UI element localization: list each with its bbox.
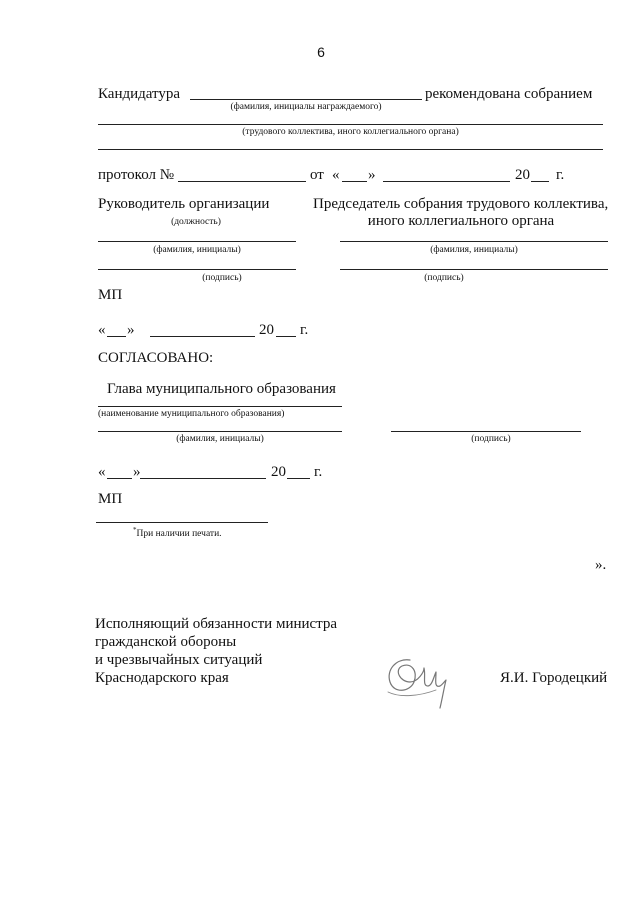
municipality-caption: (наименование муниципального образования)	[98, 409, 285, 419]
signer-line1: Исполняющий обязанности министра	[95, 616, 338, 632]
left-title: Руководитель организации	[98, 196, 270, 212]
right-title-line1: Председатель собрания трудового коллектива,	[313, 196, 609, 212]
date1-quote-close: »	[127, 322, 135, 338]
recommended-text: рекомендована собранием	[425, 86, 593, 102]
protocol-year-prefix: 20	[515, 167, 530, 183]
protocol-year-line	[531, 181, 549, 182]
protocol-year-suffix: г.	[556, 167, 565, 183]
right-name-caption: (фамилия, инициалы)	[430, 245, 518, 255]
right-name-line	[340, 241, 608, 242]
signer-line4: Краснодарского края	[95, 670, 229, 686]
handwritten-signature	[380, 652, 458, 712]
agreed-head: Глава муниципального образования	[107, 381, 336, 397]
date1-year-prefix: 20	[259, 322, 274, 338]
position-caption: (должность)	[171, 217, 221, 227]
date2-day-line	[107, 478, 132, 479]
municipality-line	[98, 406, 342, 407]
date1-year-suffix: г.	[300, 322, 309, 338]
right-title-line2: иного коллегиального органа	[367, 213, 555, 229]
date1-month-line	[150, 336, 255, 337]
protocol-day-line	[342, 181, 367, 182]
protocol-quote-open: «	[332, 167, 340, 183]
right-sign-line	[340, 269, 608, 270]
closing-quote: ».	[595, 557, 607, 573]
stamp-label-2: МП	[98, 491, 123, 507]
right-sign-caption: (подпись)	[424, 273, 464, 283]
date2-year-suffix: г.	[314, 464, 323, 480]
date1-day-line	[107, 336, 126, 337]
left-sign-line	[98, 269, 296, 270]
date1-quote-open: «	[98, 322, 106, 338]
left-sign-caption: (подпись)	[202, 273, 242, 283]
page-number: 6	[317, 44, 325, 60]
agreed-sign-line	[391, 431, 581, 432]
left-name-line	[98, 241, 296, 242]
date2-quote-open: «	[98, 464, 106, 480]
signer-name: Я.И. Городецкий	[500, 670, 608, 686]
footnote-text: При наличии печати.	[136, 529, 222, 540]
signer-line3: и чрезвычайных ситуаций	[95, 652, 263, 668]
collective-caption: (трудового коллектива, иного коллегиального органа)	[242, 127, 459, 137]
signer-line2: гражданской обороны	[95, 634, 237, 650]
protocol-number-line	[178, 181, 306, 182]
protocol-from: от	[310, 167, 324, 183]
footnote-mark: *	[133, 526, 137, 534]
left-name-caption: (фамилия, инициалы)	[153, 245, 241, 255]
date2-year-line	[287, 478, 310, 479]
protocol-label: протокол №	[98, 167, 175, 183]
stamp-label: МП	[98, 287, 123, 303]
footnote	[133, 525, 222, 540]
candidate-label: Кандидатура	[98, 86, 181, 102]
collective-line	[98, 124, 603, 125]
agreed-title: СОГЛАСОВАНО:	[98, 350, 214, 366]
collective-line-2	[98, 149, 603, 150]
protocol-month-line	[383, 181, 510, 182]
date2-quote-close: »	[133, 464, 141, 480]
date1-year-line	[276, 336, 296, 337]
candidate-name-line	[190, 99, 422, 100]
protocol-quote-close: »	[368, 167, 376, 183]
date2-month-line	[140, 478, 266, 479]
candidate-name-caption: (фамилия, инициалы награждаемого)	[230, 102, 382, 112]
footnote-separator	[96, 522, 268, 523]
date2-year-prefix: 20	[271, 464, 286, 480]
agreed-name-caption: (фамилия, инициалы)	[176, 434, 264, 444]
agreed-sign-caption: (подпись)	[471, 434, 511, 444]
agreed-name-line	[98, 431, 342, 432]
